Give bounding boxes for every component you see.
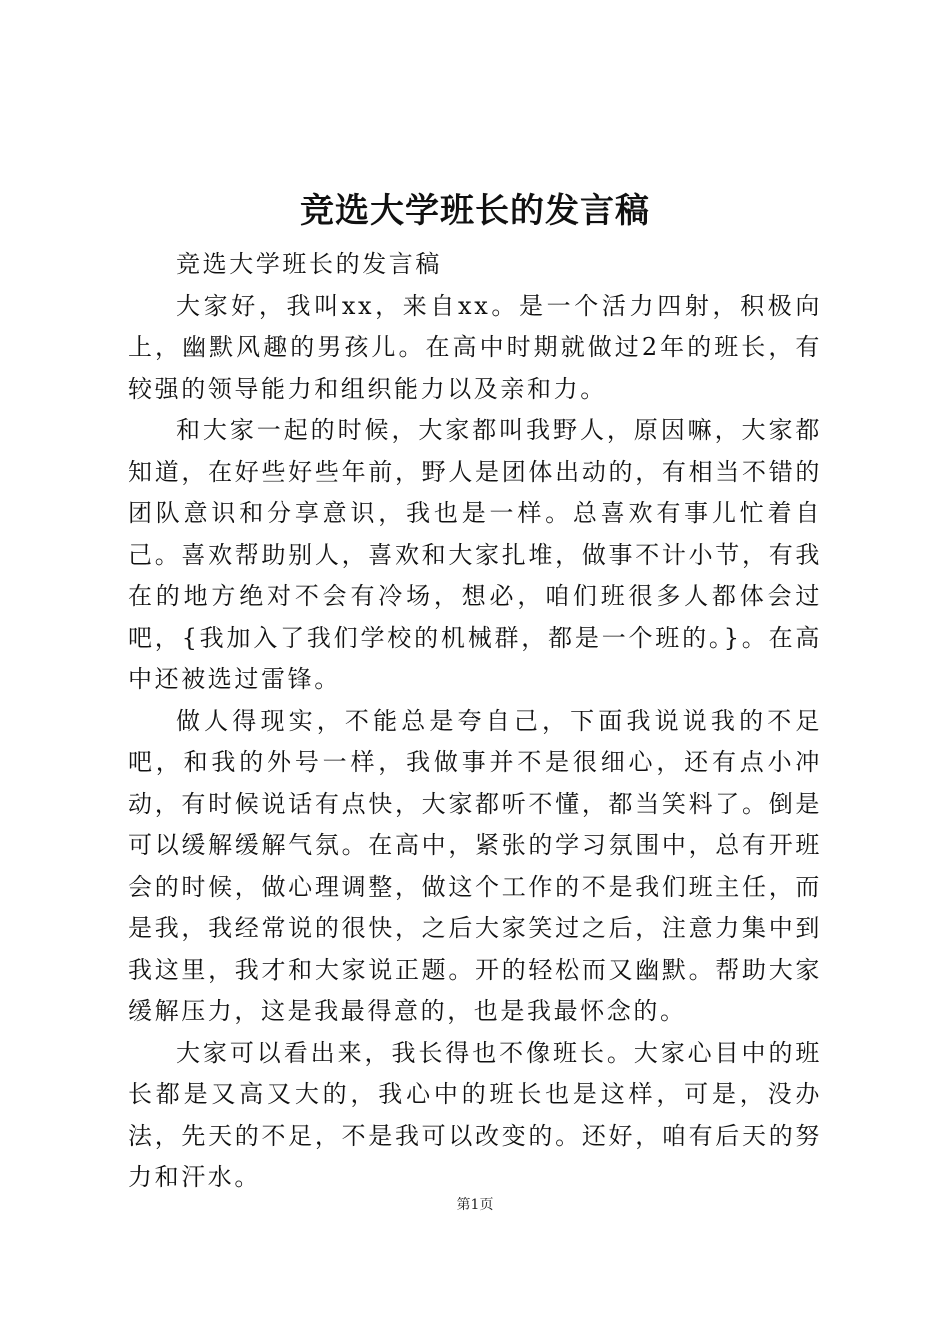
paragraph-personality: 和大家一起的时候，大家都叫我野人，原因嘛，大家都知道，在好些好些年前，野人是团体出动的，有相当不错的团队意识和分享意识，我也是一样。总喜欢有事儿忙着自己。喜欢帮助别人，喜欢和大家扎堆，做事不计小节，有我在的地方绝对不会有冷场，想必，咱们班很多人都体会过吧，{我加入了我们学校的机械群，都是一个班的。}。在高中还被选过雷锋。 bbox=[128, 416, 822, 693]
paragraph-introduction: 大家好，我叫xx，来自xx。是一个活力四射，积极向上，幽默风趣的男孩儿。在高中时期就做过2年的班长，有较强的领导能力和组织能力以及亲和力。 bbox=[128, 291, 822, 403]
page-number: 第1页 bbox=[456, 1197, 494, 1213]
document-body bbox=[128, 244, 822, 1199]
paragraph-subtitle: 竞选大学班长的发言稿 bbox=[176, 250, 442, 278]
document-title: 竞选大学班长的发言稿 bbox=[300, 191, 650, 231]
paragraph-appearance: 大家可以看出来，我长得也不像班长。大家心目中的班长都是又高又大的，我心中的班长也是这样，可是，没办法，先天的不足，不是我可以改变的。还好，咱有后天的努力和汗水。 bbox=[128, 1038, 822, 1191]
paragraph-shortcomings: 做人得现实，不能总是夸自己，下面我说说我的不足吧，和我的外号一样，我做事并不是很细心，还有点小冲动，有时候说话有点快，大家都听不懂，都当笑料了。倒是可以缓解缓解气氛。在高中，紧张的学习氛围中，总有开班会的时候，做心理调整，做这个工作的不是我们班主任，而是我，我经常说的很快，之后大家笑过之后，注意力集中到我这里，我才和大家说正题。开的轻松而又幽默。帮助大家缓解压力，这是我最得意的，也是我最怀念的。 bbox=[128, 706, 822, 1025]
